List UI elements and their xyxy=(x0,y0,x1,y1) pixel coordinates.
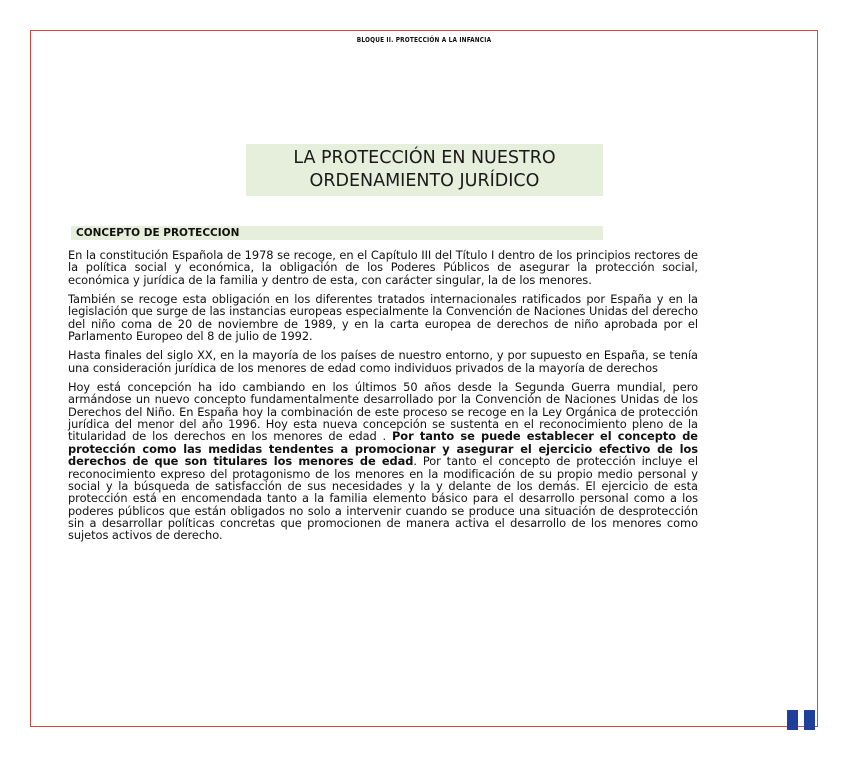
paragraph: En la constitución Española de 1978 se recoge, en el Capítulo III del Título I dentro de los principios rectores de la política social y económica, la obligación de los Poderes Públicos de asegurar la protección social, económica y jurídica de la familia y dentro de esta, con carácter singular, la de los menores. xyxy=(68,248,698,287)
title-line-2: ORDENAMIENTO JURÍDICO xyxy=(309,171,540,191)
bold-definition: Por tanto se puede establecer el concepto de protección como las medidas tendentes a promocionar y asegurar el ejercicio efectivo de los derechos de que son titulares los menores de edad xyxy=(68,429,698,469)
paragraph-text: Hoy está concepción ha ido cambiando en los últimos 50 años desde la Segunda Guerra mundial, pero armándose un nuevo concepto fundamentalmente desarrollado por la Convención de Naciones Unidas de los Derechos del Niño. En España hoy la combinación de este proceso se recoge en la Ley Orgánica de protección jurídica del menor del año 1996. Hoy esta nueva concepción se sustenta en el reconocimiento pleno de la titularidad de los derechos en los menores de edad . xyxy=(68,380,698,444)
body-text xyxy=(68,249,698,549)
running-header: BLOQUE II. PROTECCIÓN A LA INFANCIA xyxy=(356,36,492,44)
section-heading: CONCEPTO DE PROTECCION xyxy=(71,226,603,240)
paragraph xyxy=(68,381,698,541)
paragraph: Hasta finales del siglo XX, en la mayoría de los países de nuestro entorno, y por supuesto en España, se tenía una consideración jurídica de los menores de edad como individuos privados de la mayoría de derechos xyxy=(68,348,698,375)
paragraph: También se recoge esta obligación en los diferentes tratados internacionales ratificados por España y en la legislación que surge de las instancias europeas especialmente la Convención de Naciones Unidas del derecho del niño coma de 20 de noviembre de 1989, y en la carta europea de derechos de niño aprobada por el Parlamento Europeo del 8 de julio de 1992. xyxy=(68,292,698,344)
page-title xyxy=(246,144,603,196)
title-line-1: LA PROTECCIÓN EN NUESTRO xyxy=(293,148,556,168)
paragraph-text: . Por tanto el concepto de protección incluye el reconocimiento expreso del protagonismo de los menores en la modificación de su propio medio personal y social y la búsqueda de satisfacción de sus necesidades y la y delante de los demás. El ejercicio de esta protección está en encomendada tanto a la familia elemento básico para el desarrollo personal como a los poderes públicos que están obligados no solo a intervenir cuando se produce una situación de desprotección sin a desarrollar políticas concretas que promocionen de manera activa el desarrollo de los menores como sujetos activos de derecho. xyxy=(68,454,698,543)
page-mark-icon xyxy=(804,710,815,730)
page-marks xyxy=(787,710,815,730)
page-mark-icon xyxy=(787,710,798,730)
